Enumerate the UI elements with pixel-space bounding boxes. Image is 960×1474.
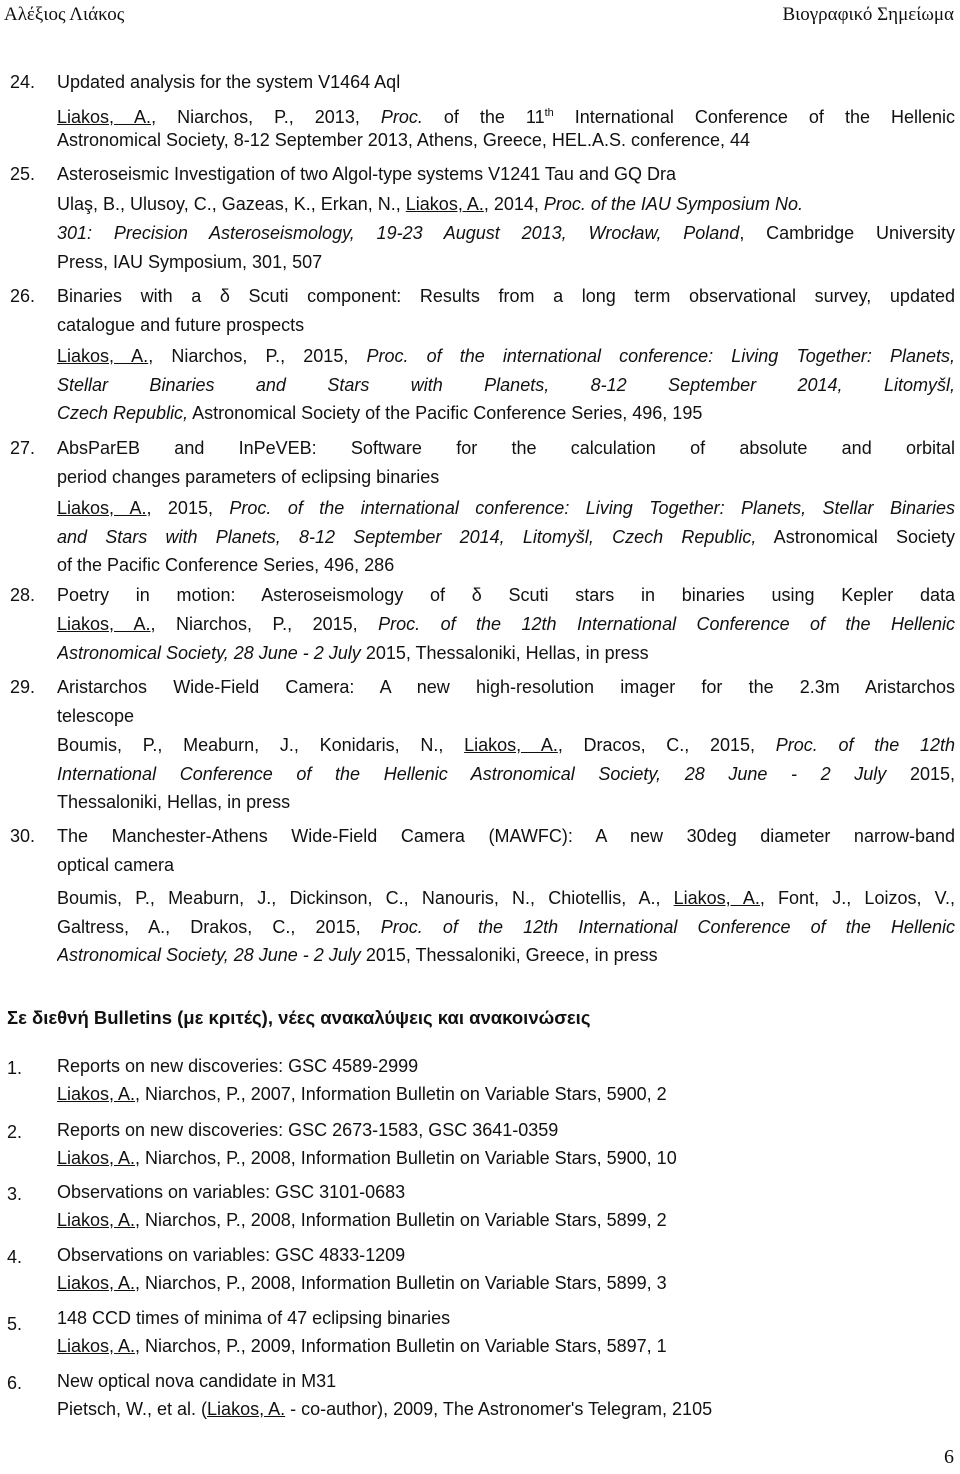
entry-title-line-2: period changes parameters of eclipsing binaries (57, 467, 440, 487)
author-liakos: Liakos, A. (57, 1084, 136, 1104)
entry-number: 25. (10, 164, 36, 184)
entry-citation-line-1: Liakos, A., Niarchos, P., 2015, Proc. of the international conference: Living Together: Planets, (57, 346, 955, 366)
item-citation: Liakos, A., Niarchos, P., 2008, Information Bulletin on Variable Stars, 5899, 2 (57, 1210, 667, 1230)
entry-number: 24. (10, 72, 36, 92)
entry-citation-line-1: Liakos, A., 2015, Proc. of the international conference: Living Together: Planets, Stellar Binaries (57, 498, 955, 518)
entry-citation-line-1: Ulaş, B., Ulusoy, C., Gazeas, K., Erkan, N., Liakos, A., 2014, Proc. of the IAU Symposium No. (57, 194, 803, 214)
item-number: 2. (7, 1122, 23, 1142)
entry-title: Updated analysis for the system V1464 Aql (57, 72, 401, 92)
entry-citation-line-1: Boumis, P., Meaburn, J., Konidaris, N., Liakos, A., Dracos, C., 2015, Proc. of the 12th (57, 735, 955, 755)
author-liakos: Liakos, A. (405, 194, 484, 214)
item-number: 6. (7, 1373, 23, 1393)
item-citation: Pietsch, W., et al. (Liakos, A. - co-author), 2009, The Astronomer's Telegram, 2105 (57, 1399, 713, 1419)
item-citation: Liakos, A., Niarchos, P., 2007, Information Bulletin on Variable Stars, 5900, 2 (57, 1084, 667, 1104)
header-author: Αλέξιος Λιάκος (4, 4, 125, 25)
section-heading-bulletins: Σε διεθνή Bulletins (με κριτές), νέες ανακαλύψεις και ανακοινώσεις (7, 1007, 591, 1028)
item-citation: Liakos, A., Niarchos, P., 2009, Information Bulletin on Variable Stars, 5897, 1 (57, 1336, 667, 1356)
entry-title-line-1: Binaries with a δ Scuti component: Results from a long term observational survey, updated (57, 286, 955, 306)
entry-title-line-1: The Manchester-Athens Wide-Field Camera (MAWFC): A new 30deg diameter narrow-band (57, 826, 955, 846)
entry-citation-line-2: Astronomical Society, 28 June - 2 July 2015, Thessaloniki, Hellas, in press (57, 643, 649, 663)
entry-citation-line-2: Galtress, A., Drakos, C., 2015, Proc. of the 12th International Conference of the Hellenic (57, 917, 955, 937)
author-liakos: Liakos, A. (57, 346, 149, 366)
item-number: 5. (7, 1314, 23, 1334)
entry-citation-line-2: and Stars with Planets, 8-12 September 2014, Litomyšl, Czech Republic, Astronomical Society (57, 527, 955, 547)
item-citation: Liakos, A., Niarchos, P., 2008, Information Bulletin on Variable Stars, 5899, 3 (57, 1273, 667, 1293)
author-liakos: Liakos, A. (57, 1148, 136, 1168)
author-liakos: Liakos, A. (207, 1399, 286, 1419)
author-liakos: Liakos, A. (673, 888, 760, 908)
entry-title-line-2: catalogue and future prospects (57, 315, 305, 335)
entry-title: Asteroseismic Investigation of two Algol-type systems V1241 Tau and GQ Dra (57, 164, 676, 184)
page-number: 6 (944, 1446, 954, 1468)
entry-citation-line-3: Astronomical Society, 28 June - 2 July 2015, Thessaloniki, Greece, in press (57, 945, 658, 965)
item-title: 148 CCD times of minima of 47 eclipsing binaries (57, 1308, 451, 1328)
entry-title-line-1: Aristarchos Wide-Field Camera: A new high-resolution imager for the 2.3m Aristarchos (57, 677, 955, 697)
entry-title-line-2: optical camera (57, 855, 175, 875)
author-liakos: Liakos, A. (57, 1273, 136, 1293)
author-liakos: Liakos, A. (464, 735, 558, 755)
entry-number: 28. (10, 585, 36, 605)
entry-number: 29. (10, 677, 36, 697)
entry-title: Poetry in motion: Asteroseismology of δ Scuti stars in binaries using Kepler data (57, 585, 955, 605)
author-liakos: Liakos, A. (57, 1336, 136, 1356)
entry-number: 27. (10, 438, 36, 458)
author-liakos: Liakos, A. (57, 107, 152, 127)
item-title: Reports on new discoveries: GSC 2673-1583, GSC 3641-0359 (57, 1120, 559, 1140)
author-liakos: Liakos, A. (57, 498, 147, 518)
item-title: New optical nova candidate in M31 (57, 1371, 337, 1391)
entry-title-line-1: AbsParEB and InPeVEB: Software for the calculation of absolute and orbital (57, 438, 955, 458)
entry-number: 26. (10, 286, 36, 306)
header-doc-title: Βιογραφικό Σημείωμα (782, 4, 954, 25)
item-number: 1. (7, 1058, 23, 1078)
entry-citation-line-1: Liakos, A., Niarchos, P., 2013, Proc. of the 11th International Conference of the Hellenic (57, 107, 955, 127)
entry-citation-line-3: Press, IAU Symposium, 301, 507 (57, 252, 323, 272)
entry-citation-line-2: International Conference of the Hellenic Astronomical Society, 28 June - 2 July 2015, (57, 764, 955, 784)
entry-citation-line-2: Stellar Binaries and Stars with Planets, 8-12 September 2014, Litomyšl, (57, 375, 955, 395)
entry-citation-line-3: Thessaloniki, Hellas, in press (57, 792, 291, 812)
entry-citation-line-2: Astronomical Society, 8-12 September 2013, Athens, Greece, HEL.A.S. conference, 44 (57, 130, 751, 150)
item-title: Observations on variables: GSC 3101-0683 (57, 1182, 406, 1202)
item-title: Observations on variables: GSC 4833-1209 (57, 1245, 406, 1265)
entry-citation-line-3: of the Pacific Conference Series, 496, 286 (57, 555, 395, 575)
entry-number: 30. (10, 826, 36, 846)
entry-title-line-2: telescope (57, 706, 135, 726)
item-number: 4. (7, 1247, 23, 1267)
entry-citation-line-2: 301: Precision Asteroseismology, 19-23 August 2013, Wrocław, Poland, Cambridge University (57, 223, 955, 243)
page-header (0, 0, 960, 40)
entry-citation-line-3: Czech Republic, Astronomical Society of the Pacific Conference Series, 496, 195 (57, 403, 703, 423)
entry-citation-line-1: Boumis, P., Meaburn, J., Dickinson, C., Nanouris, N., Chiotellis, A., Liakos, A., Font, J., Loizos, V., (57, 888, 955, 908)
item-title: Reports on new discoveries: GSC 4589-2999 (57, 1056, 419, 1076)
item-citation: Liakos, A., Niarchos, P., 2008, Information Bulletin on Variable Stars, 5900, 10 (57, 1148, 677, 1168)
author-liakos: Liakos, A. (57, 1210, 136, 1230)
author-liakos: Liakos, A. (57, 614, 151, 634)
item-number: 3. (7, 1184, 23, 1204)
entry-citation-line-1: Liakos, A., Niarchos, P., 2015, Proc. of the 12th International Conference of the Hellenic (57, 614, 955, 634)
